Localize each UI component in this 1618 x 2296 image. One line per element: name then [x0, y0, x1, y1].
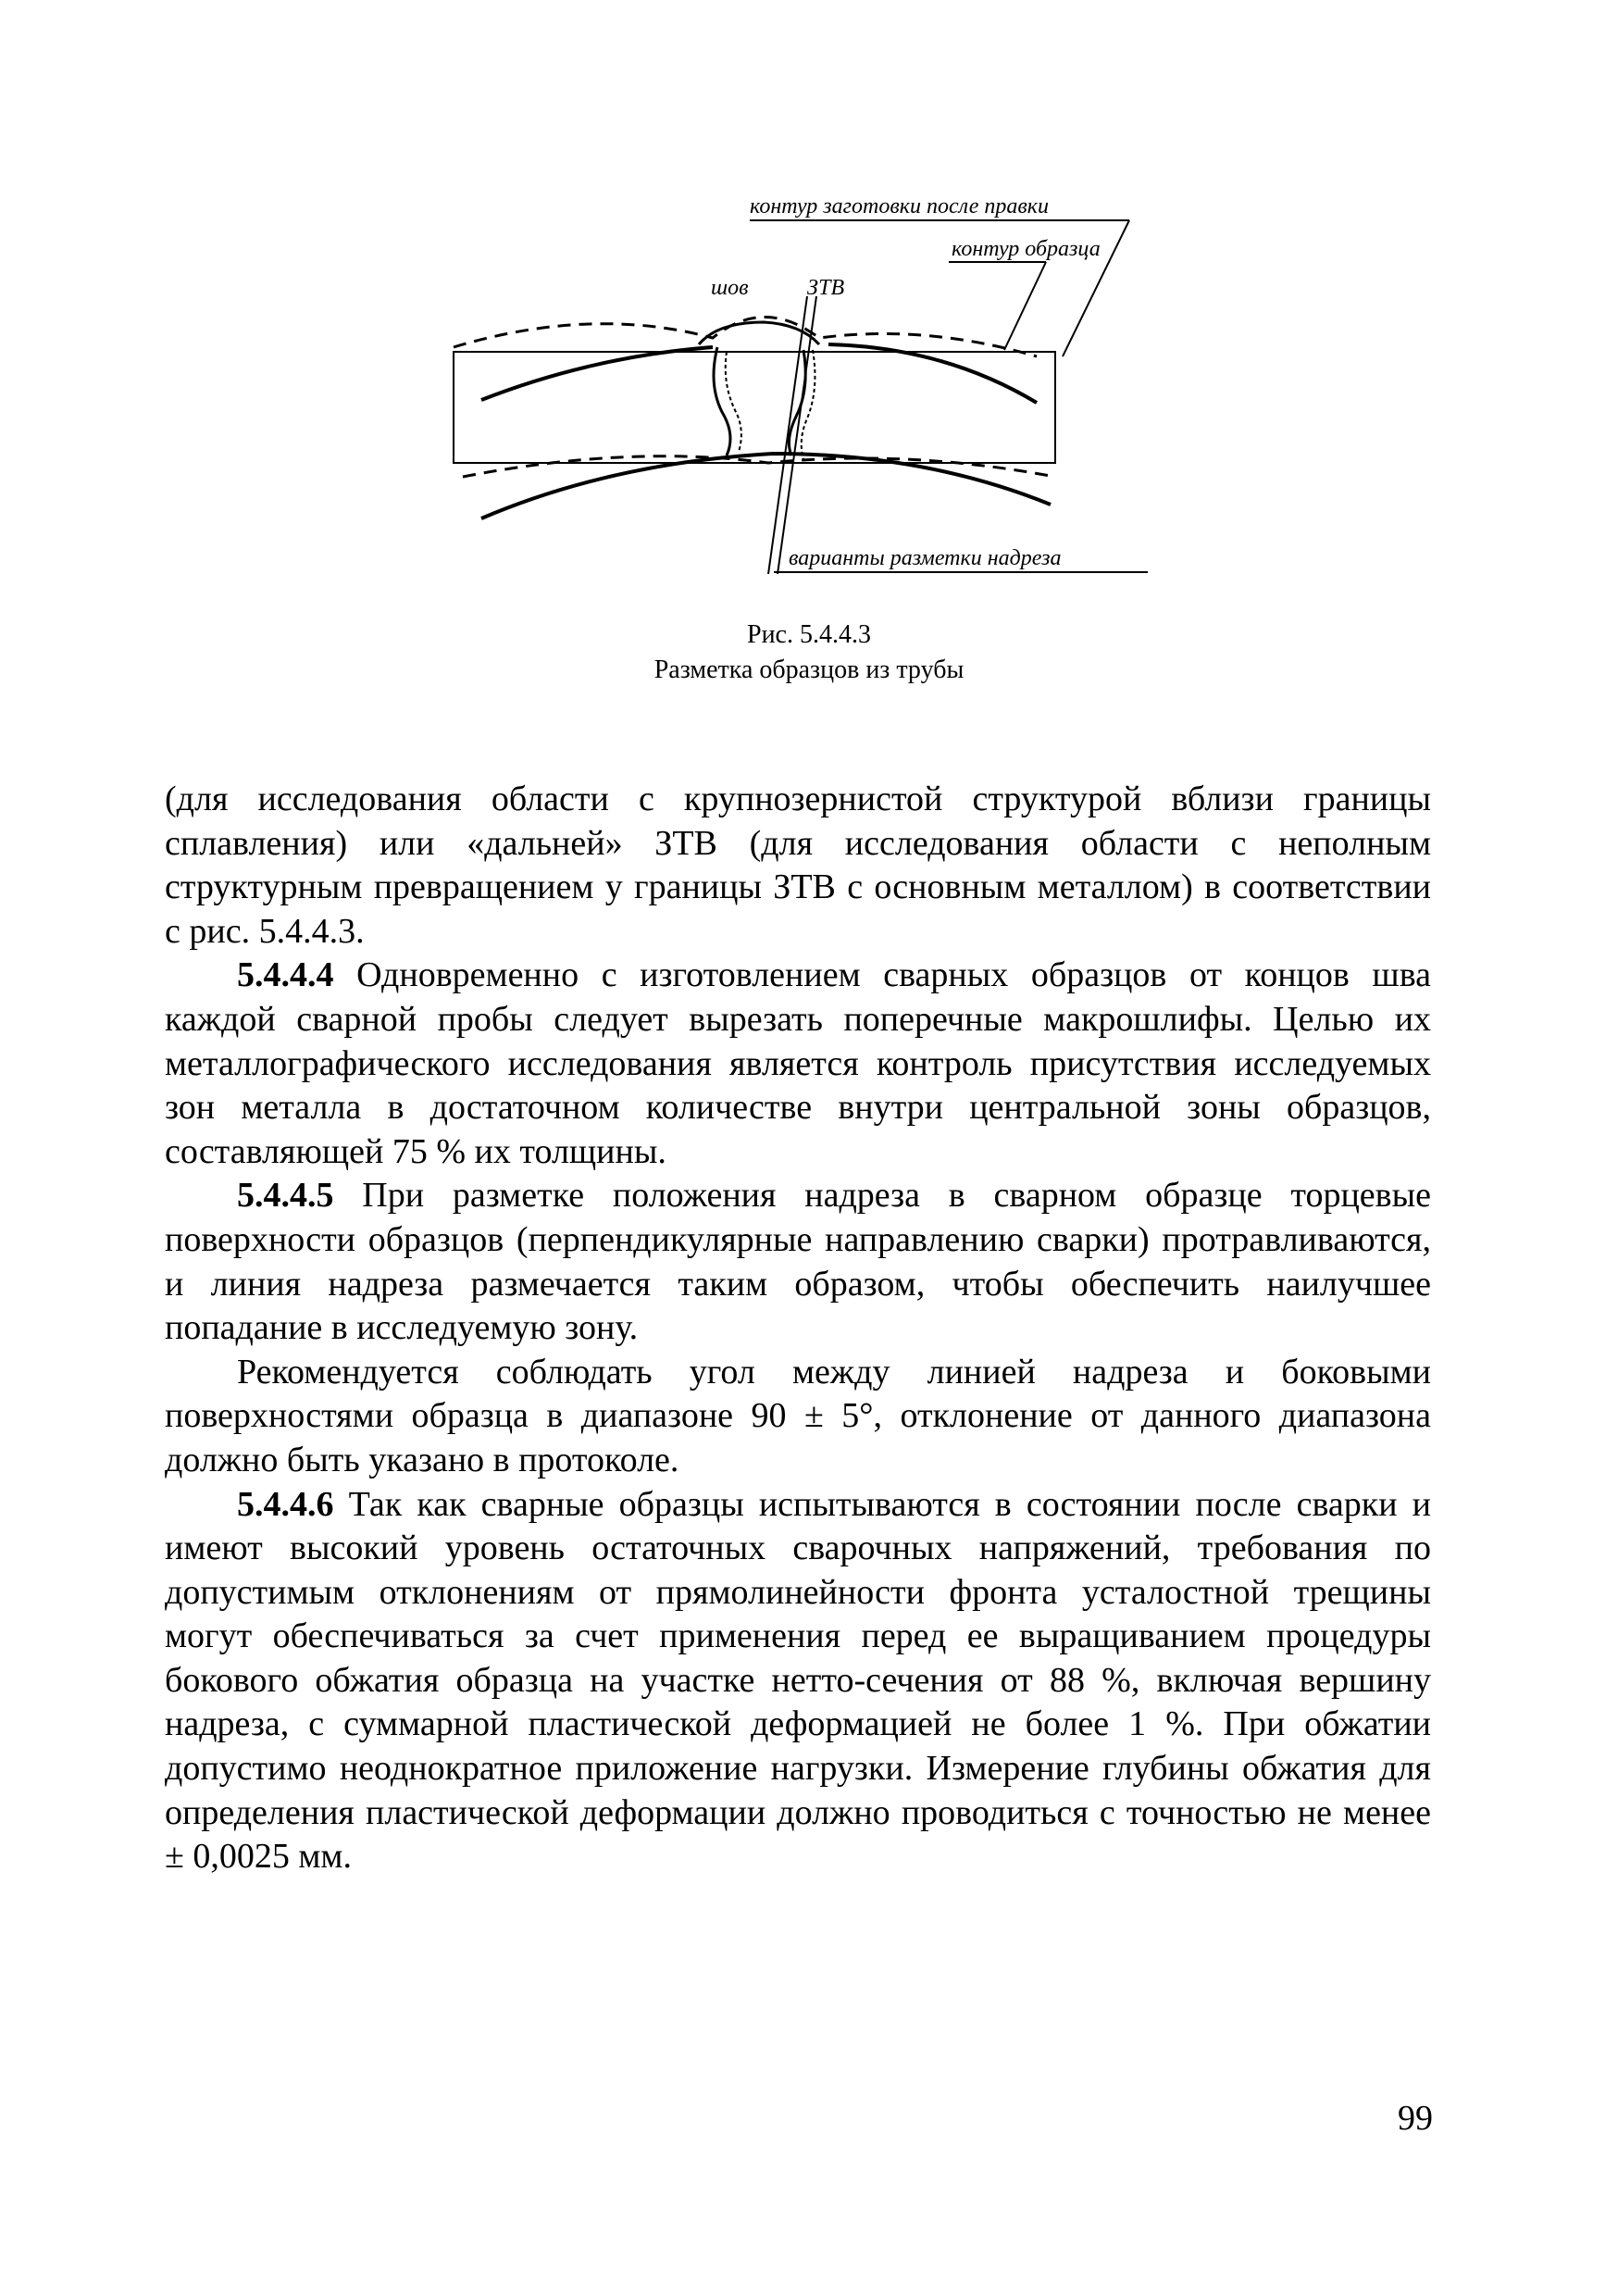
paragraph-5-4-4-6	[165, 1483, 1431, 1879]
body-text	[165, 778, 1431, 1879]
figure-caption-title: Разметка образцов из трубы	[653, 655, 965, 684]
figure-caption-number: Рис. 5.4.4.3	[747, 620, 871, 649]
label-specimen-contour: контур образца	[952, 237, 1101, 261]
label-haz: ЗТВ	[807, 276, 845, 300]
paragraph-continuation: (для исследования области с крупнозернистой структурой вблизи границы сплавления) или «дальней» ЗТВ (для исследования области с неполным структурным превращением у границы ЗТВ с основным металлом) в соответствии с рис. 5.4.4.3.	[165, 780, 1431, 951]
paragraph-text: При разметке положения надреза в сварном образце торцевые поверхности образцов (перпендикулярные направлению сварки) протравливаются, и линия надреза размечается таким образом, чтобы обеспечить наилучшее попадание в исследуемую зону.	[165, 1176, 1431, 1348]
page-number: 99	[1398, 2099, 1433, 2138]
haz-line	[802, 350, 815, 459]
weld-inner-left	[726, 352, 741, 452]
label-notch-variants: варианты разметки надреза	[789, 546, 1062, 570]
label-weld: шов	[711, 276, 749, 300]
paragraph-recommendation: Рекомендуется соблюдать угол между линией надреза и боковыми поверхностями образца в диапазоне 90 ± 5°, отклонение от данного диапазона должно быть указано в протоколе.	[165, 1352, 1431, 1479]
paragraph-5-4-4-4	[165, 954, 1431, 1174]
label-blank-contour: контур заготовки после правки	[750, 194, 1050, 218]
weld-fusion-left	[714, 347, 730, 455]
specimen-marking-diagram	[444, 185, 1148, 574]
pipe-arc-upper-right	[828, 344, 1037, 403]
specimen-contour-leader	[1004, 262, 1046, 350]
figure-specimen-marking	[444, 185, 1148, 574]
paragraph-5-4-4-5	[165, 1174, 1431, 1350]
pipe-arc-upper-left	[481, 347, 713, 400]
notch-line-2	[778, 296, 816, 574]
section-number: 5.4.4.5	[237, 1176, 334, 1216]
paragraph-text: Одновременно с изготовлением сварных образцов от концов шва каждой сварной пробы следует вырезать поперечные макрошлифы. Целью их металлографического исследования является контроль присутствия исследуемых зон металла в достаточном количестве внутри центральной зоны образцов, составляющей 75 % их толщины.	[165, 955, 1431, 1171]
section-number: 5.4.4.6	[237, 1484, 334, 1524]
blank-contour-bottom	[463, 456, 1055, 477]
paragraph-text: Так как сварные образцы испытываются в состоянии после сварки и имеют высокий уровень остаточных сварочных напряжений, требования по допустимым отклонениям от прямолинейности фронта усталостной трещины могут обеспечиваться за счет применения перед ее выращиванием процедуры бокового обжатия образца на участке нетто-сечения от 88 %, включая вершину надреза, с суммарной пластической деформацией не более 1 %. При обжатии допустимо неоднократное приложение нагрузки. Измерение глубины обжатия для определения пластической деформации должно проводиться с точностью не менее ± 0,0025 мм.	[165, 1484, 1431, 1877]
section-number: 5.4.4.4	[237, 955, 334, 995]
